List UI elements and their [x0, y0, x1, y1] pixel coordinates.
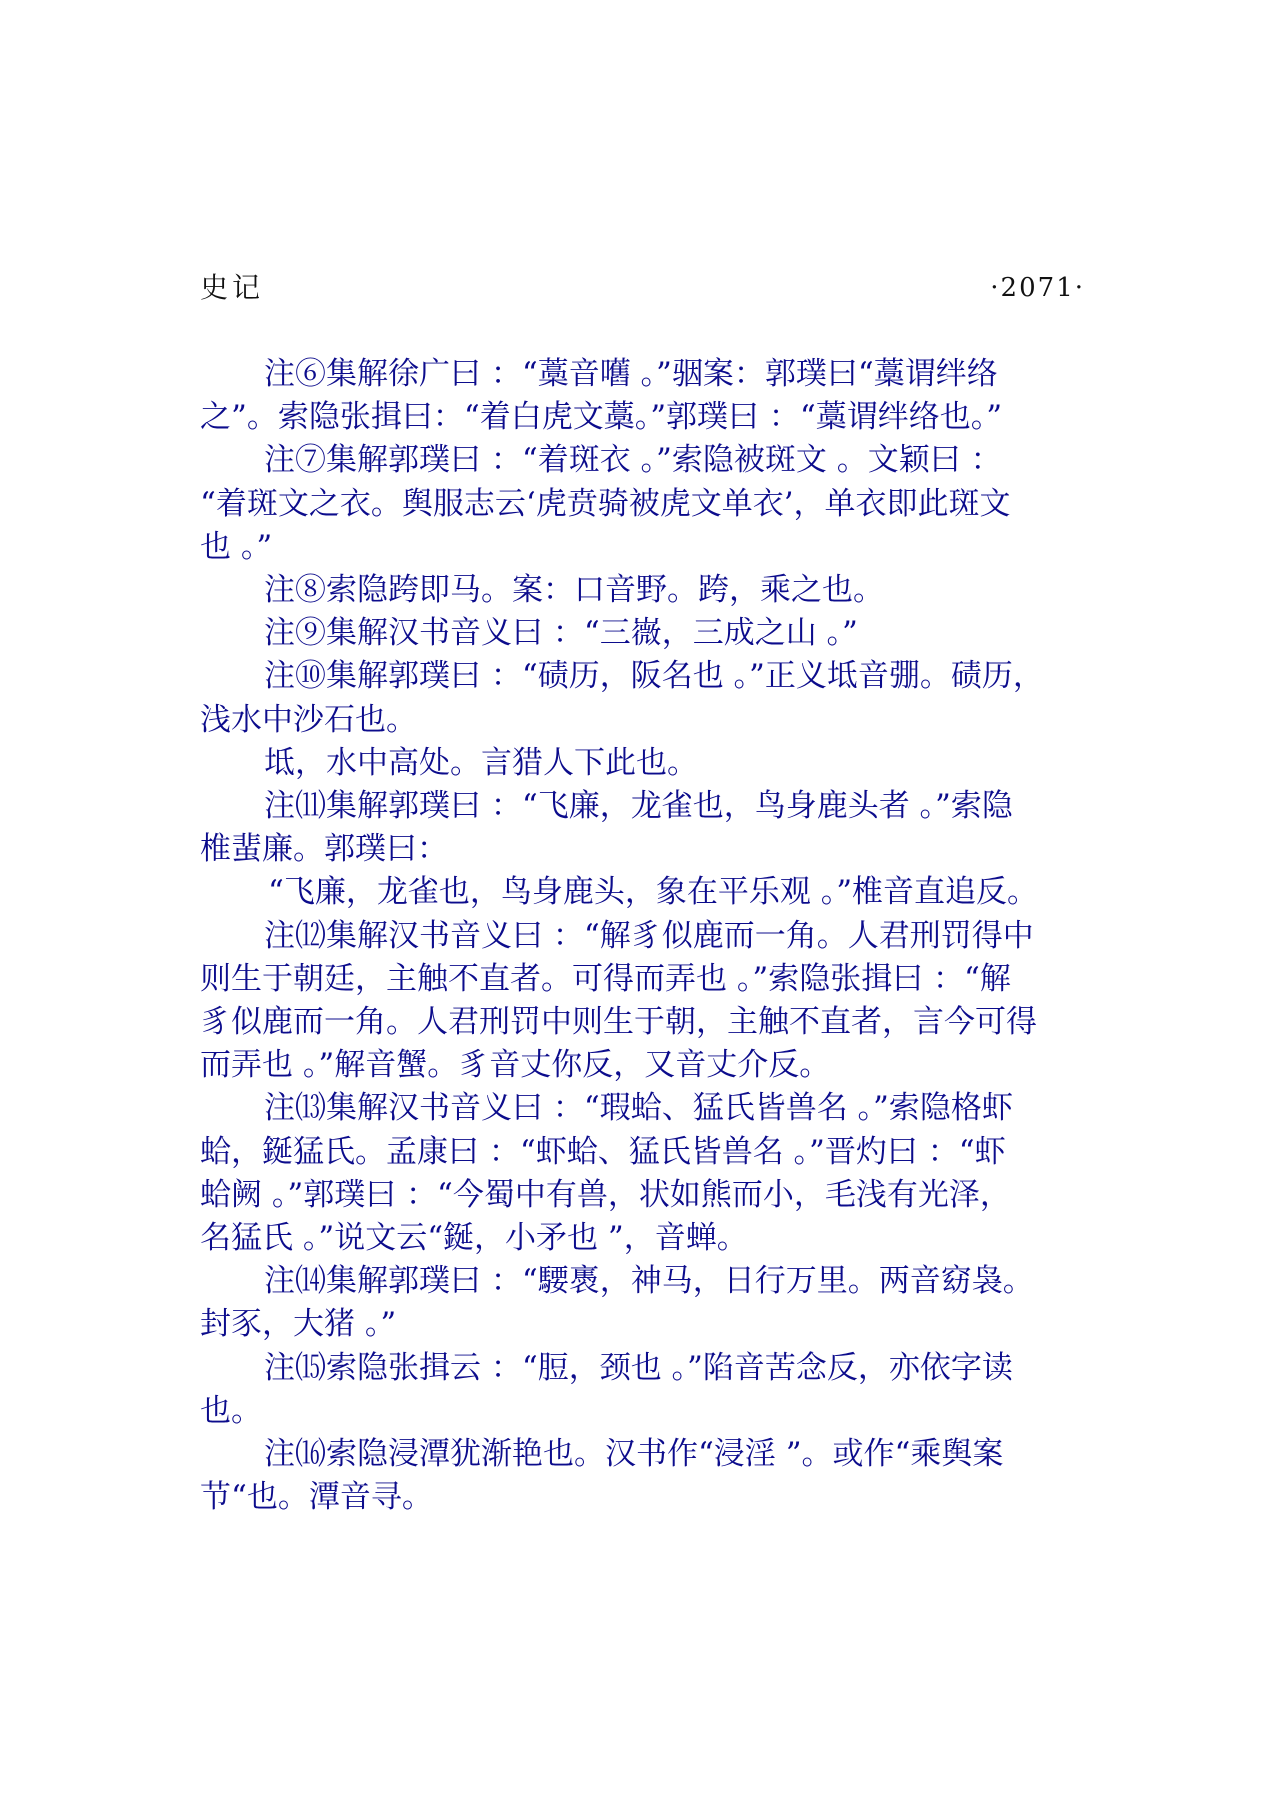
text-line: 注⒁集解郭璞曰 ：“騕褭，神马，日行万里。两音窈袅。 [264, 1263, 1034, 1300]
text-line: 注⑦集解郭璞曰 ：“着斑衣 。”索隐被斑文 。文颖曰 ： [264, 442, 1002, 479]
text-line: 注⒀集解汉书音义曰 ：“瑕蛤、猛氏皆兽名 。”索隐格虾 [264, 1090, 1013, 1127]
text-line: 注⑧索隐跨即马。案：口音野。跨，乘之也。 [264, 572, 884, 609]
text-line: 节“也。潭音寻。 [200, 1479, 433, 1516]
page-number: ·2071· [990, 273, 1085, 303]
text-line: 注⑨集解汉书音义曰 ：“三嶶，三成之山 。” [264, 615, 858, 652]
text-line: 蛤，鋋猛氏。孟康曰 ：“虾蛤、猛氏皆兽名 。”晋灼曰 ：“虾 [200, 1133, 1006, 1170]
paragraph [200, 742, 1105, 785]
text-line: 蛤阙 。”郭璞曰 ：“今蜀中有兽，状如熊而小，毛浅有光泽， [200, 1176, 1011, 1213]
paragraph [200, 915, 1105, 1088]
body-text [200, 353, 1105, 1519]
text-line: 封豕，大猪 。” [200, 1306, 397, 1343]
paragraph [200, 1260, 1105, 1346]
paragraph [200, 871, 1105, 914]
text-line: 椎蜚廉。郭璞曰： [200, 831, 448, 868]
paragraph [200, 569, 1105, 612]
text-line: 坻，水中高处。言猎人下此也。 [264, 744, 698, 781]
text-line: 注⒃索隐浸潭犹渐艳也。汉书作“浸淫 ”。或作“乘舆案 [264, 1436, 1004, 1473]
text-line: 注⑥集解徐广曰 ：“藁音嚿 。”骃案：郭璞曰“藁谓绊络 [264, 356, 998, 392]
paragraph [200, 353, 1105, 439]
page-header [200, 268, 1085, 308]
text-line: 注⑩集解郭璞曰 ：“碛历，阪名也 。”正义坻音弸。碛历， [264, 658, 1044, 695]
text-line: 也 。” [200, 528, 273, 565]
text-line: 注⒂索隐张揖云 ：“脰，颈也 。”陷音苦念反，亦依字读 [264, 1349, 1013, 1386]
text-line: 注⑿集解汉书音义曰 ：“解豸似鹿而一角。人君刑罚得中 [264, 917, 1034, 954]
text-line: 之”。索隐张揖曰：“着白虎文藁。”郭璞曰 ：“藁谓绊络也。” [200, 399, 1003, 436]
paragraph [200, 612, 1105, 655]
paragraph [200, 1433, 1105, 1519]
text-line: 注⑾集解郭璞曰 ：“飞廉，龙雀也，鸟身鹿头者 。”索隐 [264, 788, 1013, 825]
text-line: 名猛氏 。”说文云“鋋，小矛也 ”，音蝉。 [200, 1220, 748, 1257]
paragraph [200, 655, 1105, 741]
paragraph [200, 1087, 1105, 1260]
book-title: 史记 [200, 271, 265, 304]
text-line: “着斑文之衣。舆服志云‘虎贲骑被虎文单衣’，单衣即此斑文 [200, 485, 1011, 522]
paragraph [200, 785, 1105, 871]
paragraph [200, 439, 1105, 569]
text-line: 而弄也 。”解音蟹。豸音丈你反，又音丈介反。 [200, 1047, 831, 1084]
text-line: 浅水中沙石也。 [200, 701, 417, 738]
text-line: 豸似鹿而一角。人君刑罚中则生于朝，主触不直者，言今可得 [200, 1004, 1037, 1041]
text-line: 则生于朝廷，主触不直者。可得而弄也 。”索隐张揖曰 ：“解 [200, 960, 1011, 997]
paragraph [200, 1347, 1105, 1433]
text-line: 也。 [200, 1392, 262, 1429]
text-line: “飞廉，龙雀也，鸟身鹿头，象在平乐观 。”椎音直追反。 [268, 874, 1039, 911]
